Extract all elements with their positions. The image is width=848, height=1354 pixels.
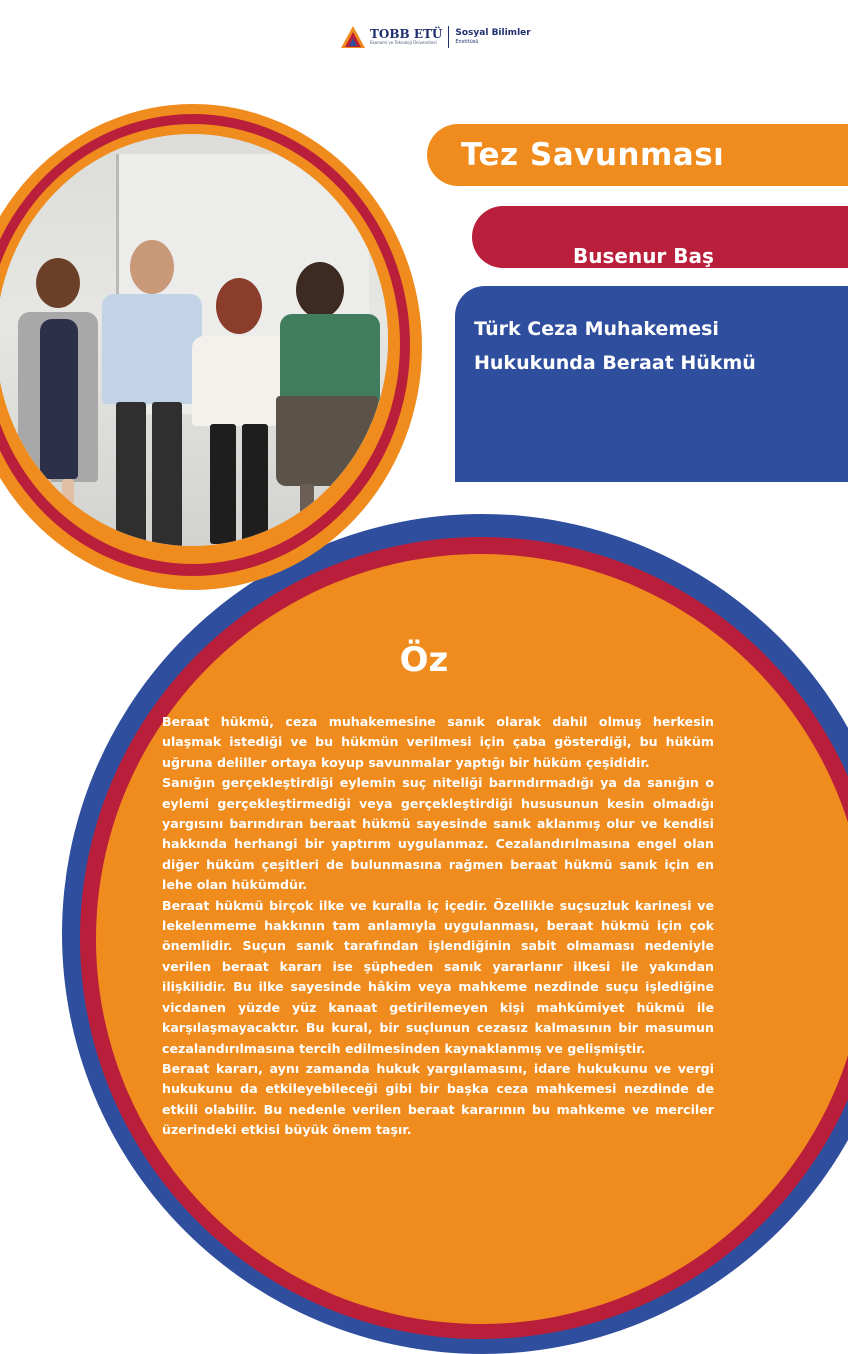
tobb-etu-logo-icon	[340, 25, 366, 49]
thesis-title-line-2: Hukukunda Beraat Hükmü	[474, 352, 756, 374]
student-name: Busenur Baş	[573, 244, 714, 268]
name-banner	[472, 206, 848, 268]
abstract-heading: Öz	[399, 640, 449, 680]
logo-subtitle: Ekonomi ve Teknoloji Üniversitesi	[370, 40, 437, 45]
institute-name: Sosyal Bilimler	[455, 28, 531, 38]
logo-divider	[448, 26, 449, 48]
abstract-paragraph: Beraat kararı, aynı zamanda hukuk yargılamasını, idare hukukunu ve vergi hukukunu da etkileyebileceği gibi bir başka ceza mahkemesi nezdinde de etkili olabilir. Bu nedenle verilen beraat kararının bu mahkeme ve merciler üzerindeki etkisi büyük önem taşır.	[162, 1060, 714, 1138]
abstract-paragraph: Beraat hükmü, ceza muhakemesine sanık olarak dahil olmuş herkesin ulaşmak istediği ve bu hükmün verilmesi için çaba gösterdiği, bu hüküm uğruna deliller ortaya koyup savunmalar yaptığı bir hüküm çeşididir.	[162, 714, 714, 770]
logo-name: TOBB ETÜ	[370, 27, 443, 41]
title-banner	[427, 124, 848, 186]
event-title: Tez Savunması	[461, 137, 725, 173]
thesis-title-panel	[455, 286, 848, 482]
institute-sub: Enstitüsü	[455, 39, 479, 45]
defense-group-photo	[0, 134, 388, 546]
abstract-paragraph: Beraat hükmü birçok ilke ve kuralla iç içedir. Özellikle suçsuzluk karinesi ve lekelenmeme hakkının tam anlamıyla uygulanması, beraat hükmü için çok önemlidir. Suçun sanık tarafından işlendiğinin sabit olmaması nedeniyle verilen beraat kararı ise şüpheden sanık yararlanır ilkesi ile yakından ilişkilidir. Bu ilke sayesinde hâkim veya mahkeme nezdinde suçu işlediğine vicdanen yüzde yüz kanaat getirilemeyen kişi mahkûmiyet hükmü ile karşılaşmayacaktır. Bu kural, bir suçlunun cezasız kalmasının bir masumun cezalandırılmasına tercih edilmesinden kaynaklanmış ve gelişmiştir.	[162, 897, 714, 1056]
institution-logo	[340, 22, 531, 52]
abstract-paragraph: Sanığın gerçekleştirdiği eylemin suç niteliği barındırmadığı ya da sanığın o eylemi gerçekleştirmediği veya gerçekleştirdiği hususunun kesin olmadığı yargısını barındıran beraat hükmü sayesinde sanık aklanmış olur ve kendisi hakkında herhangi bir yaptırım uygulanmaz. Cezalandırılmasına engel olan diğer hüküm çeşitleri de bulunmasına rağmen beraat hükmü sanık için en lehe olan hükümdür.	[162, 775, 714, 893]
abstract-body	[162, 712, 714, 1141]
thesis-title-line-1: Türk Ceza Muhakemesi	[474, 318, 719, 340]
